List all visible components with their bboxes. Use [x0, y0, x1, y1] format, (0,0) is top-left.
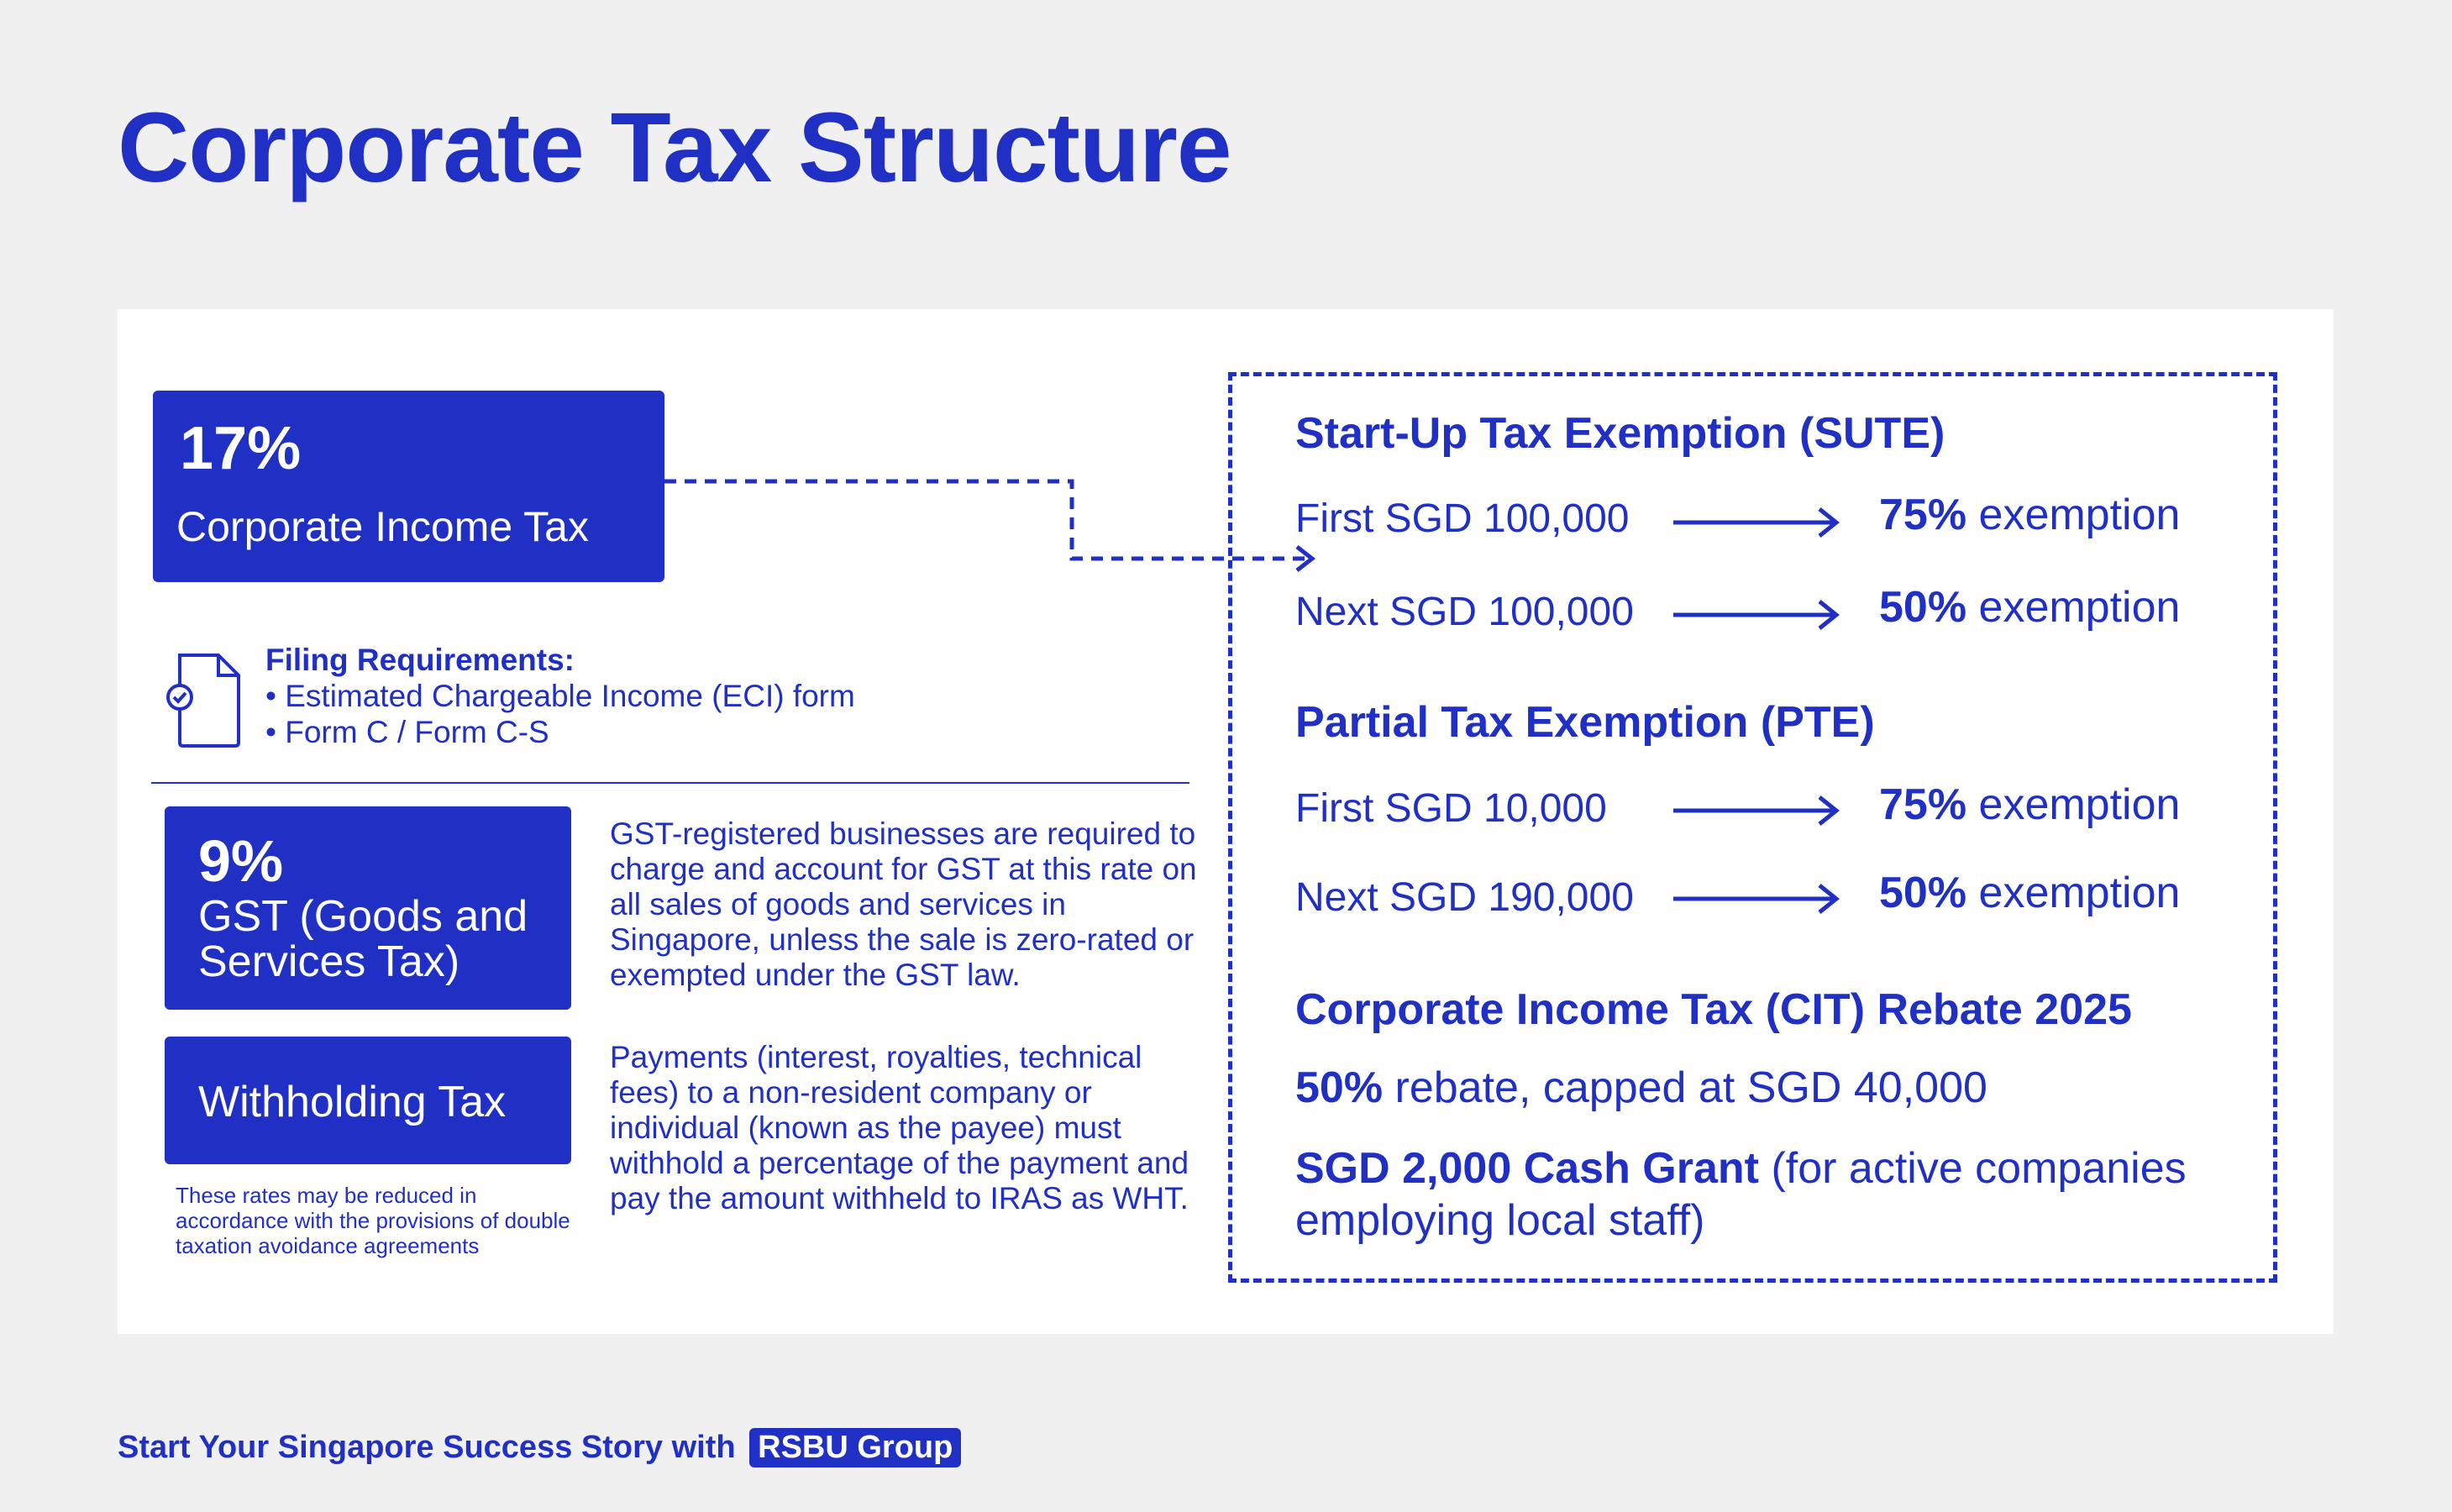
pte-title: Partial Tax Exemption (PTE) — [1295, 698, 1875, 747]
corporate-income-tax-box — [153, 391, 664, 582]
document-check-icon — [166, 652, 242, 749]
gst-rate: 9% — [198, 828, 284, 894]
sute-income: First SGD 100,000 — [1295, 496, 1630, 541]
arrow-right-icon — [1673, 794, 1841, 827]
sute-suffix: exemption — [1966, 583, 2181, 632]
footer-text: Start Your Singapore Success Story with — [118, 1430, 745, 1465]
pte-income: Next SGD 190,000 — [1295, 875, 1634, 920]
gst-box — [165, 806, 571, 1010]
arrow-right-icon — [1673, 882, 1841, 916]
footer-tagline — [118, 1428, 961, 1467]
sute-suffix: exemption — [1966, 491, 2181, 539]
wht-note: These rates may be reduced in accordance with the provisions of double taxation avoidance agreements — [176, 1183, 570, 1258]
rebate-rest: rebate, capped at SGD 40,000 — [1383, 1063, 1987, 1112]
sute-pct: 75% — [1879, 491, 1967, 539]
filing-item: • Estimated Chargeable Income (ECI) form — [265, 679, 855, 713]
cit-rate: 17% — [180, 415, 302, 482]
arrow-right-icon — [1673, 506, 1841, 539]
filing-heading: Filing Requirements: — [265, 643, 575, 677]
sute-title: Start-Up Tax Exemption (SUTE) — [1295, 409, 1945, 458]
brand-badge: RSBU Group — [749, 1428, 961, 1467]
rebate-line — [1295, 1062, 2253, 1114]
pte-exemption — [1879, 780, 2180, 830]
pte-income: First SGD 10,000 — [1295, 786, 1607, 831]
exemptions-panel — [1228, 372, 2277, 1283]
pte-suffix: exemption — [1966, 869, 2181, 917]
filing-requirements — [265, 642, 855, 750]
gst-description: GST-registered businesses are required to charge and account for GST at this rate on all sales of goods and services in Singapore, unless the sale is zero-rated or exempted under the GST law. — [610, 816, 1197, 992]
content-card — [118, 309, 2334, 1334]
filing-item: • Form C / Form C-S — [265, 715, 549, 749]
sute-exemption — [1879, 582, 2180, 633]
sute-exemption — [1879, 490, 2180, 540]
cash-grant-bold: SGD 2,000 Cash Grant — [1295, 1144, 1759, 1193]
pte-pct: 75% — [1879, 780, 1967, 829]
rebate-title: Corporate Income Tax (CIT) Rebate 2025 — [1295, 985, 2132, 1034]
pte-suffix: exemption — [1966, 780, 2181, 829]
wht-label: Withholding Tax — [198, 1078, 507, 1126]
cash-grant-line — [1295, 1142, 2253, 1247]
cash-grant-rest: (for active companies employing local staff) — [1295, 1144, 2187, 1245]
pte-exemption — [1879, 868, 2180, 918]
page-title: Corporate Tax Structure — [118, 92, 1231, 203]
sute-income: Next SGD 100,000 — [1295, 590, 1634, 634]
rebate-bold: 50% — [1295, 1063, 1384, 1112]
withholding-tax-box — [165, 1037, 571, 1164]
arrow-right-icon — [1673, 598, 1841, 632]
pte-pct: 50% — [1879, 869, 1967, 917]
sute-pct: 50% — [1879, 583, 1967, 632]
wht-description: Payments (interest, royalties, technical fees) to a non-resident company or individual (known as the payee) must withhold a percentage of the payment and pay the amount withheld to IRAS as WHT. — [610, 1040, 1189, 1215]
cit-label: Corporate Income Tax — [176, 503, 589, 550]
gst-label: GST (Goods and Services Tax) — [198, 892, 528, 986]
section-divider — [151, 782, 1189, 784]
